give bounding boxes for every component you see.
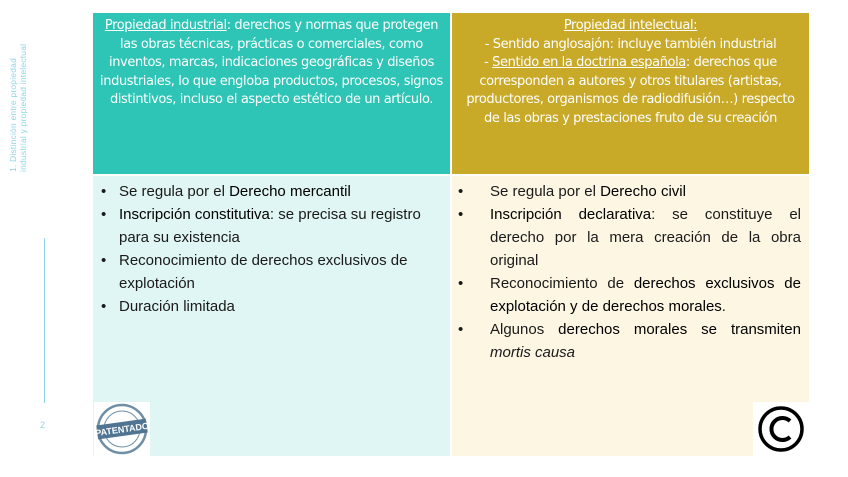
intellectual-property-header: Propiedad intelectual: - Sentido anglosajón: incluye también industrial - Sentido en la doctrina española: derechos que corresponden a autores y otros titulares (artistas, productores, organismos de radiodifusión…) respecto de las obras y prestaciones fruto de su creación [452, 13, 809, 174]
section-title: 1. Distinción entre propiedad industrial y propiedad intelectual [8, 43, 28, 172]
intellectual-property-list [452, 176, 809, 364]
copyright-icon [753, 402, 809, 456]
list-item: • Inscripción declarativa: se constituye el derecho por la mera creación de la obra original [458, 206, 801, 269]
industrial-property-definition: : derechos y normas que protegen las obras técnicas, prácticas o comerciales, como inventos, marcas, indicaciones geográficas y diseños industriales, lo que engloba productos, procesos, signos distintivos, incluso el aspecto estético de un artículo. [100, 18, 443, 107]
patent-stamp-icon [94, 402, 150, 456]
list-item: • Se regula por el Derecho mercantil [101, 183, 351, 200]
industrial-property-header [93, 13, 450, 174]
intellectual-property-term: Propiedad intelectual: [563, 18, 698, 33]
anglo-saxon-sense: - Sentido anglosajón: incluye también industrial [484, 36, 777, 52]
list-item: • Algunos derechos morales se transmiten mortis causa [458, 321, 801, 361]
list-item: • Reconocimiento de derechos exclusivos de explotación y de derechos morales. [458, 275, 801, 315]
page-number: 2 [40, 420, 46, 430]
industrial-property-term: Propiedad industrial [104, 18, 227, 33]
spanish-doctrine-link[interactable]: Sentido en la doctrina española [492, 55, 686, 70]
list-item: • Se regula por el Derecho civil [458, 183, 686, 200]
list-item: • Inscripción constitutiva: se precisa su registro para su existencia [101, 206, 421, 246]
list-item: • Reconocimiento de derechos exclusivos de explotación [101, 252, 408, 292]
spanish-doctrine-definition: : derechos que corresponden a autores y otros titulares (artistas, productores, organismos de radiodifusión…) respecto de las obras y prestaciones fruto de su creación [466, 55, 795, 126]
industrial-property-list [93, 176, 450, 318]
sidebar-divider [44, 238, 45, 403]
list-item: • Duración limitada [101, 298, 235, 315]
patent-stamp-label: PATENTADO [94, 420, 150, 439]
